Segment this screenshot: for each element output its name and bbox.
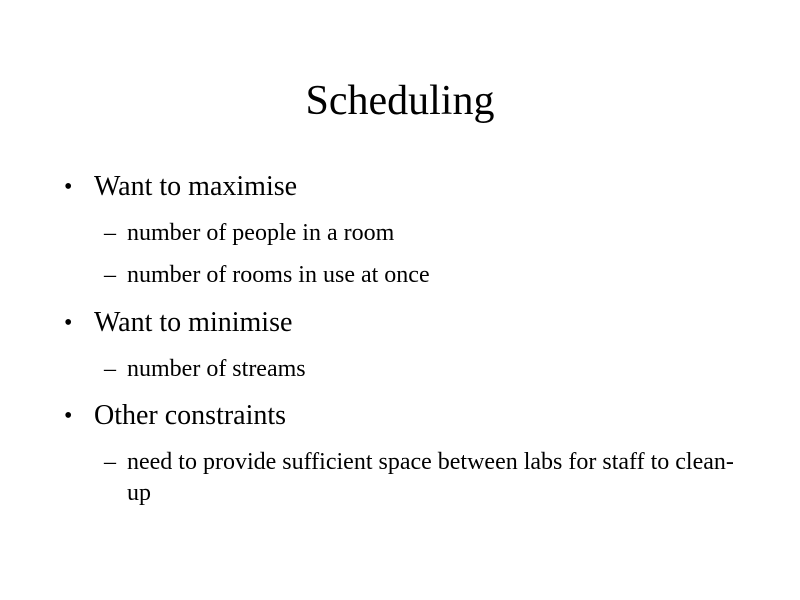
sub-bullet-marker: – (104, 220, 116, 246)
sub-bullet-text: number of rooms in use at once (127, 262, 430, 288)
slide-title: Scheduling (305, 78, 495, 124)
bullet-marker: • (64, 310, 73, 336)
sub-bullet-marker: – (104, 449, 116, 475)
bullet-marker: • (64, 403, 73, 429)
sub-bullet-item (104, 218, 754, 249)
sub-bullet-item (104, 447, 754, 509)
sub-bullet-item (104, 354, 754, 385)
sub-bullet-marker: – (104, 262, 116, 288)
sub-bullet-text: number of people in a room (127, 220, 395, 246)
sub-bullet-text: number of streams (127, 356, 306, 382)
sub-bullet-text: need to provide sufficient space between labs for staff to clean-up (127, 449, 734, 506)
bullet-text: Other constraints (94, 400, 287, 431)
bullet-text: Want to minimise (94, 307, 293, 338)
bullet-text: Want to maximise (94, 171, 298, 202)
bullet-marker: • (64, 174, 73, 200)
sub-bullet-item (104, 260, 754, 291)
sub-bullet-marker: – (104, 356, 116, 382)
